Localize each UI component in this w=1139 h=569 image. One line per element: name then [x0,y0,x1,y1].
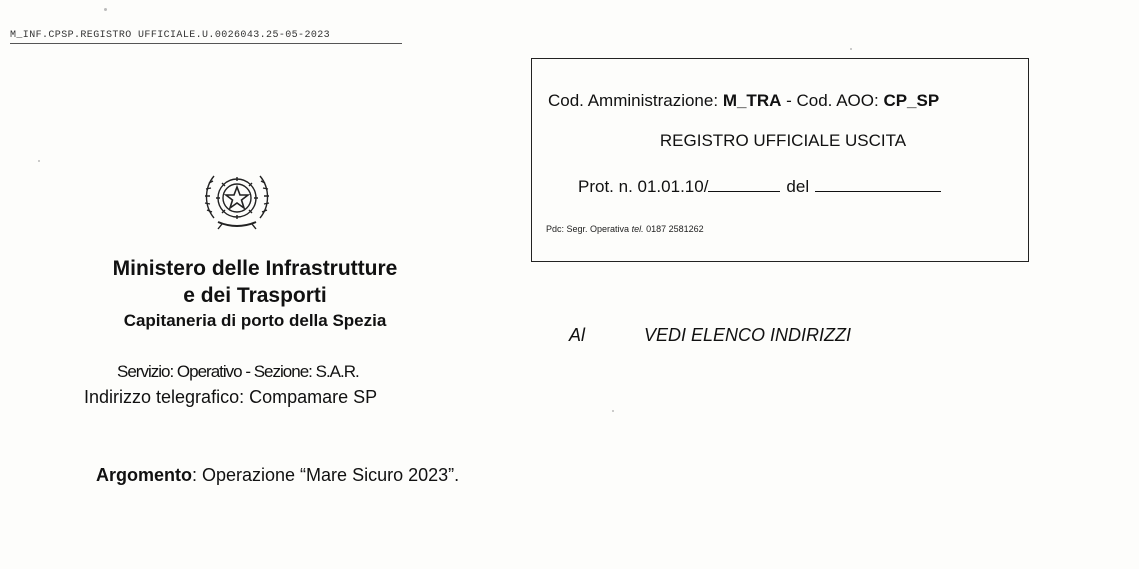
protocol-number-blank [708,177,780,192]
protocol-date-blank [815,177,941,192]
pdc-label: Pdc: Segr. Operativa [546,224,630,234]
addressee [569,325,851,346]
register-title: REGISTRO UFFICIALE USCITA [659,131,907,150]
ministry-name-line1: Ministero delle Infrastrutture [112,257,398,280]
scan-speck [104,8,107,11]
admin-label: Cod. Amministrazione: [548,91,719,110]
addressee-value: VEDI ELENCO INDIRIZZI [644,325,852,345]
admin-code-line [548,91,939,111]
protocol-label: Prot. n. 01.01.10/ [578,177,709,196]
tel-label: tel. [631,224,644,234]
protocol-line [578,177,941,197]
office-name: Capitaneria di porto della Spezia [123,311,387,330]
subject-line [96,465,459,486]
aoo-label: - Cod. AOO: [786,91,879,110]
service-section: Servizio: Operativo - Sezione: S.A.R. [117,362,359,381]
tel-number: 0187 2581262 [646,224,704,234]
ministry-name-line2: e dei Trasporti [183,284,327,307]
addressee-prefix: Al [569,325,586,345]
scan-speck [612,410,614,412]
italian-republic-emblem [200,160,274,234]
subject-label: Argomento [96,465,192,485]
registry-box [531,58,1029,262]
date-label: del [786,177,810,196]
aoo-code: CP_SP [883,91,940,110]
scan-speck [38,160,40,162]
letterhead [40,255,470,333]
scan-speck [850,48,852,50]
protocol-stamp: M_INF.CPSP.REGISTRO UFFICIALE.U.0026043.25-05-2023 [10,30,402,44]
telegraph-address: Indirizzo telegrafico: Compamare SP [84,387,378,407]
subject-value: : Operazione “Mare Sicuro 2023”. [192,465,460,485]
contact-line [546,224,704,234]
admin-code: M_TRA [722,91,782,110]
